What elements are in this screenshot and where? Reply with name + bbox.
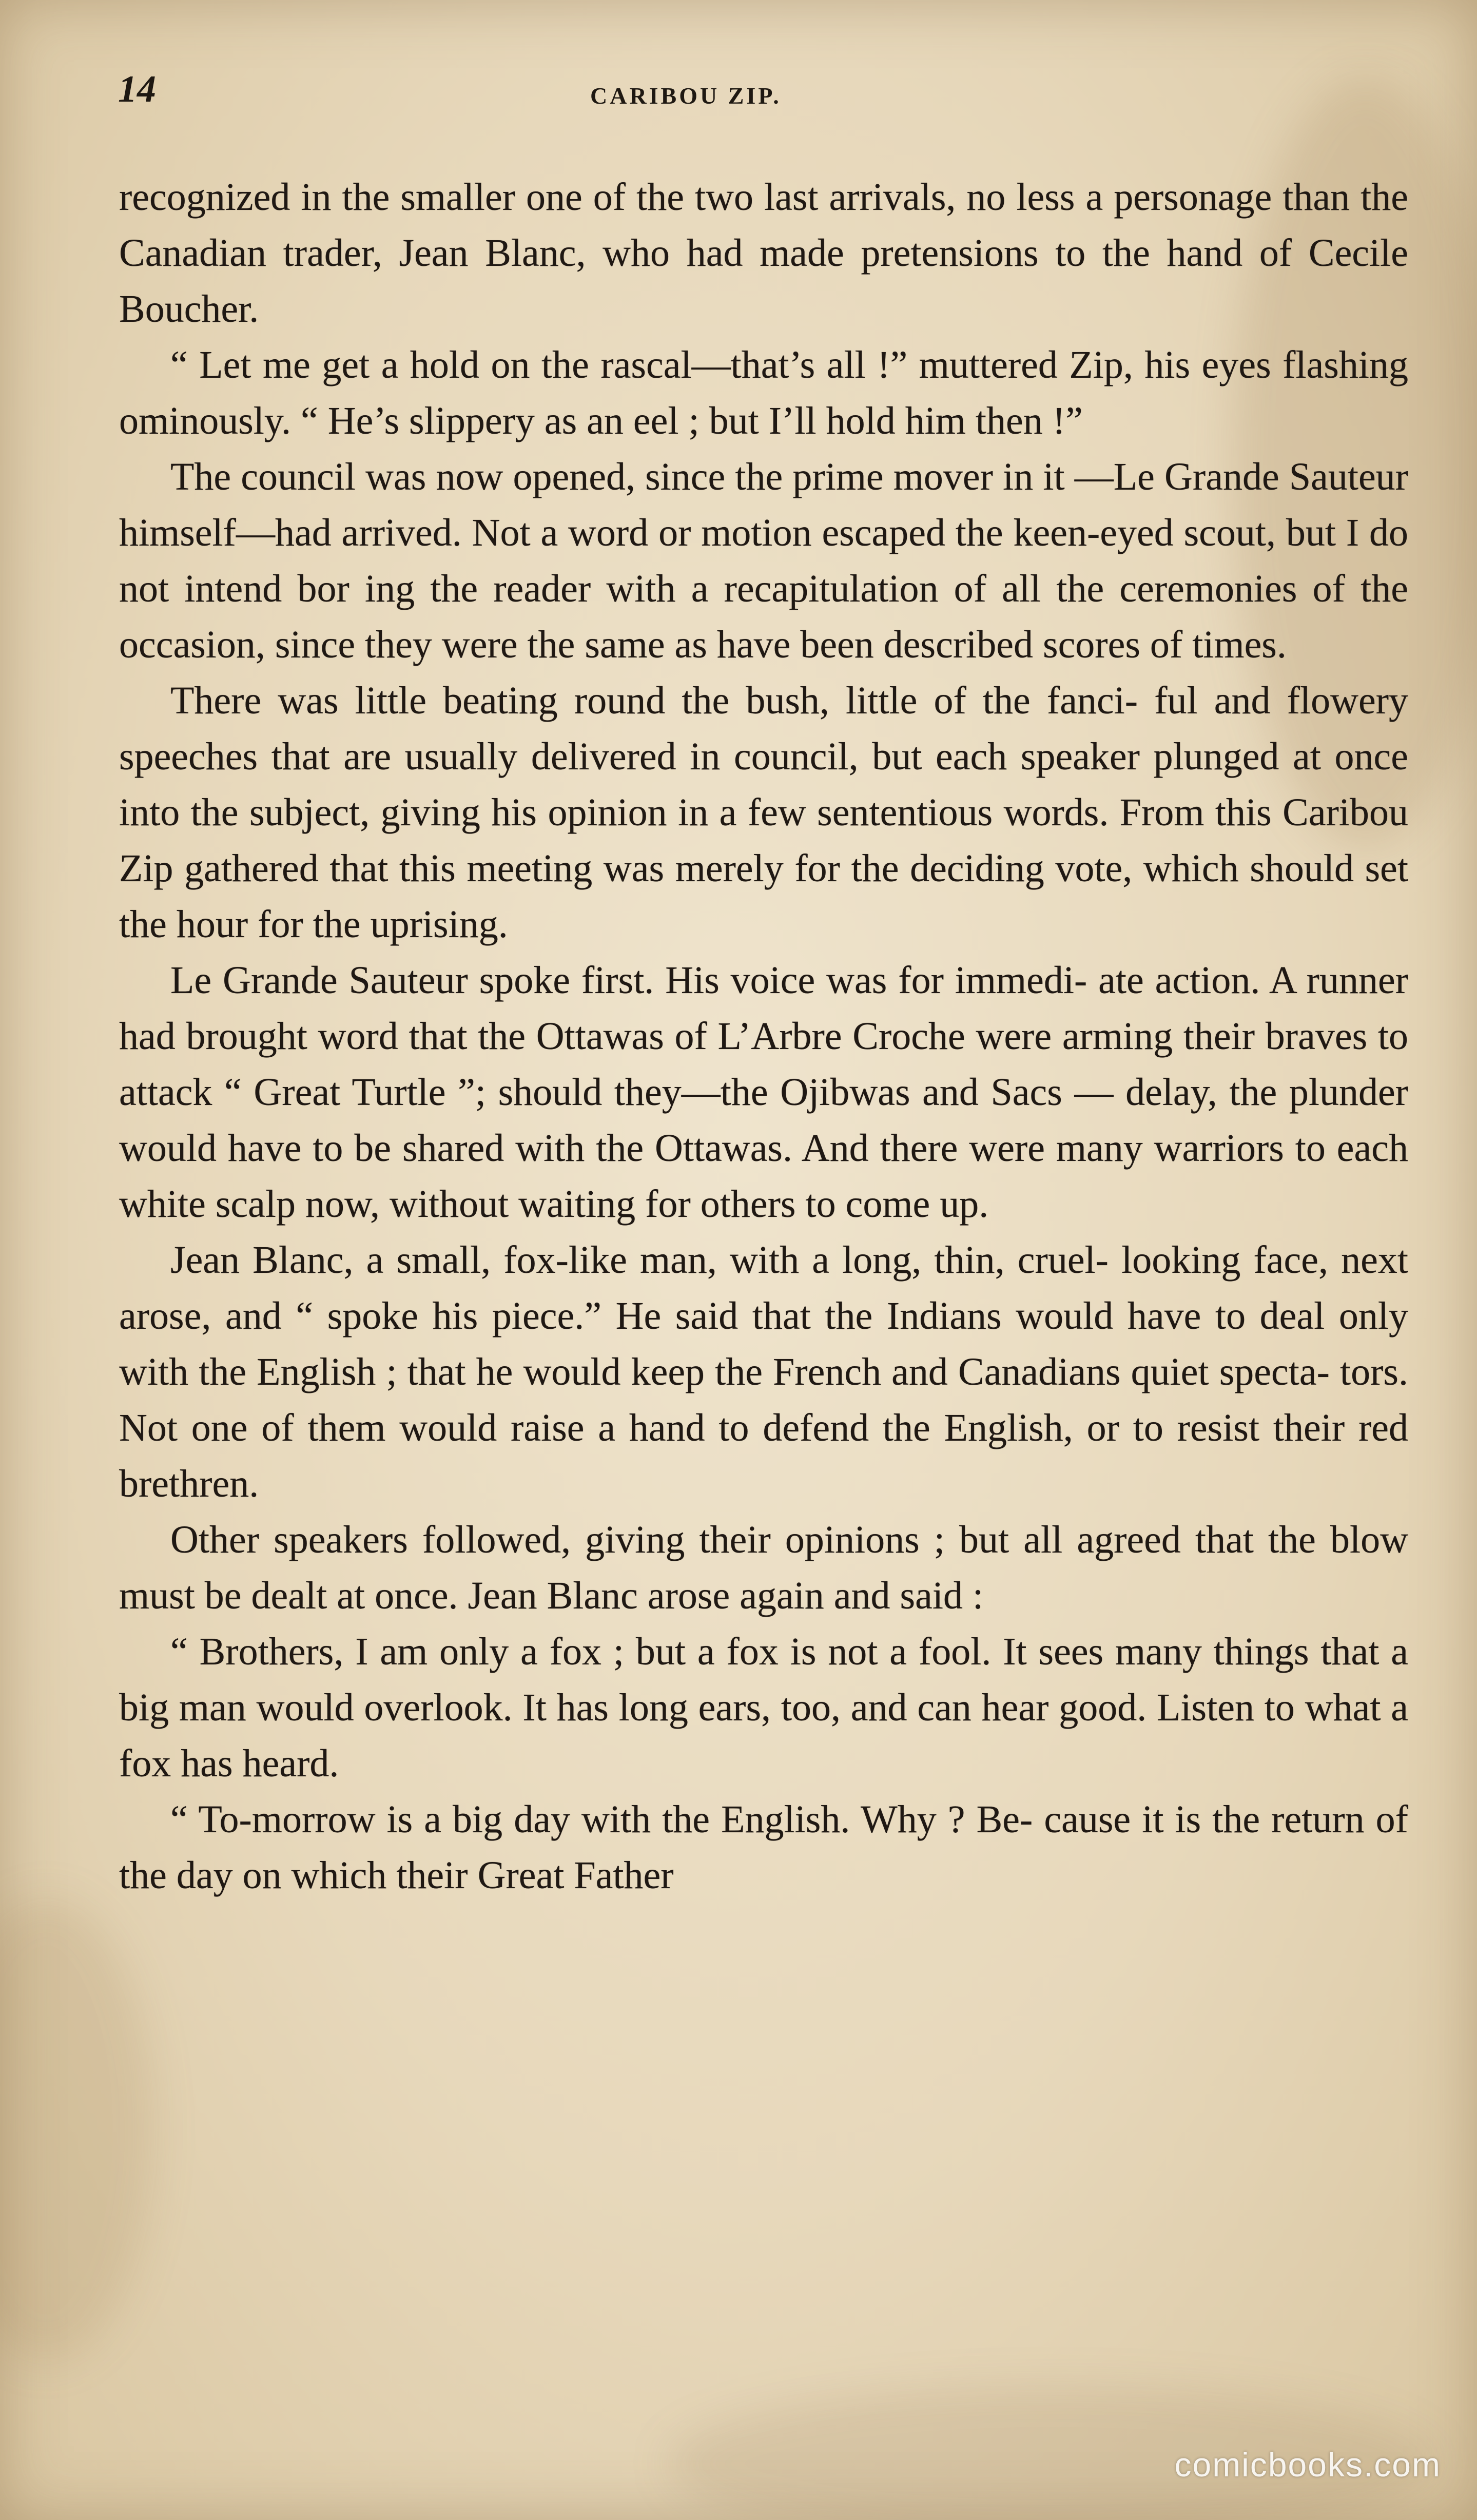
paper-stain [0,1899,154,2361]
paragraph: “ To-morrow is a big day with the English. Why ? Be- cause it is the return of the day on which their Great Father [119,1798,1408,1897]
page-number: 14 [118,68,156,110]
paragraph: “ Let me get a hold on the rascal—that’s all !” muttered Zip, his eyes flashing ominously. “ He’s slippery as an eel ; but I’ll hold him then !” [119,343,1408,442]
page-body-text [119,169,1408,1904]
paragraph: Jean Blanc, a small, fox-like man, with a long, thin, cruel- looking face, next arose, and “ spoke his piece.” He said that the Indians would have to deal only with the English ; that he would keep the French and Canadians quiet specta- tors. Not one of them would raise a hand to defend the English, or to resist their red brethren. [119,1238,1408,1505]
paragraph: The council was now opened, since the prime mover in it —Le Grande Sauteur himself—had arrived. Not a word or motion escaped the keen-eyed scout, but I do not intend bor ing the reader with a recapitulation of all the ceremonies of the occasion, since they were the same as have been described scores of times. [119,455,1408,666]
paragraph: There was little beating round the bush, little of the fanci- ful and flowery speeches that are usually delivered in council, but each speaker plunged at once into the subject, giving his opinion in a few sententious words. From this Caribou Zip gathered that this meeting was merely for the deciding vote, which should set the hour for the uprising. [119,679,1408,946]
paragraph: Other speakers followed, giving their opinions ; but all agreed that the blow must be dealt at once. Jean Blanc arose again and said : [119,1518,1408,1617]
paragraph: recognized in the smaller one of the two last arrivals, no less a personage than the Canadian trader, Jean Blanc, who had made pretensions to the hand of Cecile Boucher. [119,176,1408,331]
paragraph: Le Grande Sauteur spoke first. His voice was for immedi- ate action. A runner had brought word that the Ottawas of L’Arbre Croche were arming their braves to attack “ Great Turtle ”; should they—the Ojibwas and Sacs — delay, the plunder would have to be shared with the Ottawas. And there were many warriors to each white scalp now, without waiting for others to come up. [119,959,1408,1226]
site-watermark: comicbooks.com [1174,2446,1441,2484]
paragraph: “ Brothers, I am only a fox ; but a fox is not a fool. It sees many things that a big man would overlook. It has long ears, too, and can hear good. Listen to what a fox has heard. [119,1630,1408,1785]
page-header [118,62,1410,118]
running-head: CARIBOU ZIP. [590,83,782,109]
